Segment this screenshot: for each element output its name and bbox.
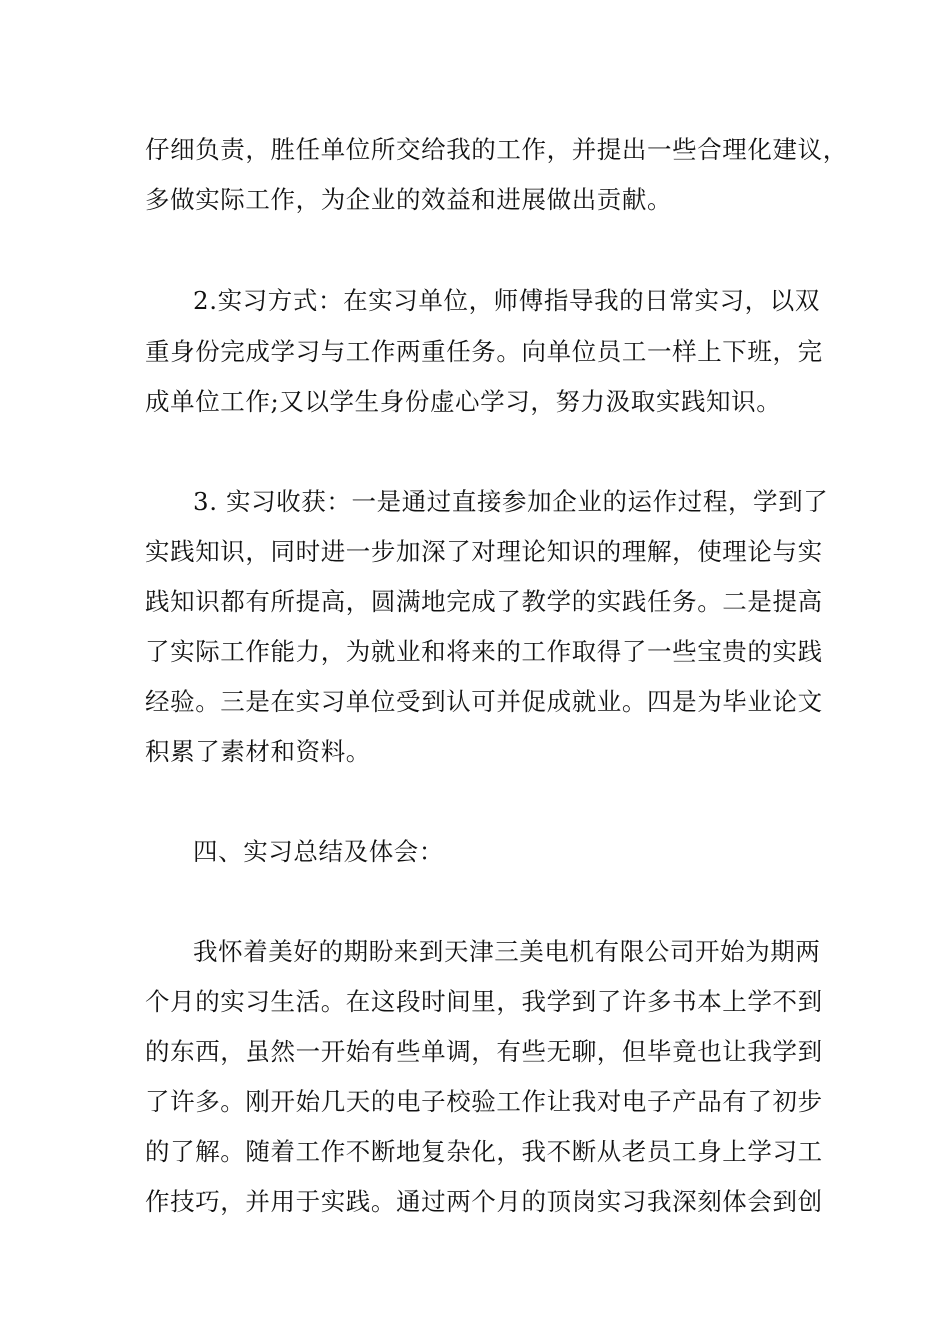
summary-line: 了许多。刚开始几天的电子校验工作让我对电子产品有了初步 bbox=[145, 1087, 823, 1116]
summary-line: 个月的实习生活。在这段时间里，我学到了许多书本上学不到 bbox=[145, 987, 823, 1016]
item3-line: 经验。三是在实习单位受到认可并促成就业。四是为毕业论文 bbox=[145, 687, 823, 716]
item2-line: 2.实习方式：在实习单位，师傅指导我的日常实习，以双 bbox=[193, 286, 820, 315]
item3-line: 积累了素材和资料。 bbox=[145, 737, 371, 766]
summary-line: 的东西，虽然一开始有些单调，有些无聊，但毕竟也让我学到 bbox=[145, 1037, 823, 1066]
summary-line: 我怀着美好的期盼来到天津三美电机有限公司开始为期两 bbox=[193, 937, 821, 966]
item3-line: 了实际工作能力，为就业和将来的工作取得了一些宝贵的实践 bbox=[145, 637, 823, 666]
item3-line: 实践知识，同时进一步加深了对理论知识的理解，使理论与实 bbox=[145, 537, 823, 566]
item3-line: 3. 实习收获：一是通过直接参加企业的运作过程，学到了 bbox=[193, 487, 829, 516]
paragraph-line: 多做实际工作，为企业的效益和进展做出贡献。 bbox=[145, 185, 673, 214]
item2-line: 重身份完成学习与工作两重任务。向单位员工一样上下班，完 bbox=[145, 337, 823, 366]
summary-line: 作技巧，并用于实践。通过两个月的顶岗实习我深刻体会到创 bbox=[145, 1187, 823, 1216]
item2-line: 成单位工作;又以学生身份虚心学习，努力汲取实践知识。 bbox=[145, 387, 782, 416]
section-heading: 四、实习总结及体会： bbox=[193, 837, 444, 866]
paragraph-line: 仔细负责，胜任单位所交给我的工作，并提出一些合理化建议， bbox=[145, 135, 848, 164]
summary-line: 的了解。随着工作不断地复杂化，我不断从老员工身上学习工 bbox=[145, 1137, 823, 1166]
item3-line: 践知识都有所提高，圆满地完成了教学的实践任务。二是提高 bbox=[145, 587, 823, 616]
